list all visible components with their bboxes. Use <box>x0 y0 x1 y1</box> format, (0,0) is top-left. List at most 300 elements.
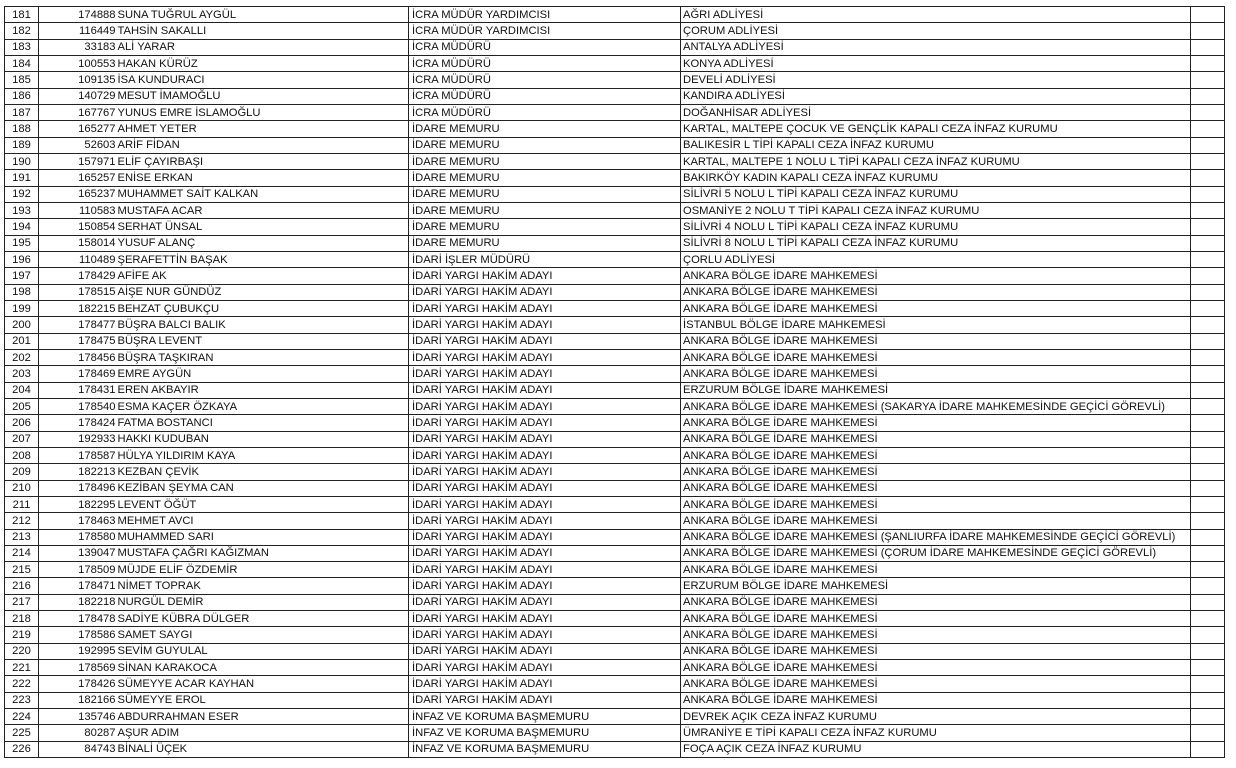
row-number-cell: 196 <box>5 251 39 267</box>
empty-cell <box>1191 317 1225 333</box>
table-row <box>5 55 1225 71</box>
registry-number-cell: 178456 <box>39 349 117 365</box>
table-row <box>5 382 1225 398</box>
assigned-institution-cell: ÜMRANİYE E TİPİ KAPALI CEZA İNFAZ KURUMU <box>681 725 1191 741</box>
person-name-cell: ALİ YARAR <box>117 39 409 55</box>
person-name-cell: HAKKI KUDUBAN <box>117 431 409 447</box>
job-title-cell: İDARİ YARGI HAKİM ADAYI <box>409 676 681 692</box>
registry-number-cell: 165277 <box>39 121 117 137</box>
person-name-cell: ŞERAFETTİN BAŞAK <box>117 251 409 267</box>
person-name-cell: ARİF FİDAN <box>117 137 409 153</box>
row-number-cell: 203 <box>5 366 39 382</box>
person-name-cell: BÜŞRA LEVENT <box>117 333 409 349</box>
job-title-cell: İDARİ YARGI HAKİM ADAYI <box>409 333 681 349</box>
row-number-cell: 199 <box>5 300 39 316</box>
empty-cell <box>1191 709 1225 725</box>
row-number-cell: 183 <box>5 39 39 55</box>
table-row <box>5 741 1225 757</box>
assigned-institution-cell: ANKARA BÖLGE İDARE MAHKEMESİ <box>681 464 1191 480</box>
job-title-cell: İDARE MEMURU <box>409 121 681 137</box>
empty-cell <box>1191 741 1225 757</box>
registry-number-cell: 182218 <box>39 594 117 610</box>
table-row <box>5 709 1225 725</box>
empty-cell <box>1191 627 1225 643</box>
table-row <box>5 545 1225 561</box>
registry-number-cell: 116449 <box>39 23 117 39</box>
assigned-institution-cell: ANKARA BÖLGE İDARE MAHKEMESİ (ŞANLIURFA İDARE MAHKEMESİNDE GEÇİCİ GÖREVLİ) <box>681 529 1191 545</box>
job-title-cell: İDARİ YARGI HAKİM ADAYI <box>409 660 681 676</box>
person-name-cell: AŞUR ADIM <box>117 725 409 741</box>
row-number-cell: 224 <box>5 709 39 725</box>
person-name-cell: MEHMET AVCI <box>117 513 409 529</box>
table-row <box>5 513 1225 529</box>
empty-cell <box>1191 72 1225 88</box>
person-name-cell: ABDURRAHMAN ESER <box>117 709 409 725</box>
assigned-institution-cell: ANKARA BÖLGE İDARE MAHKEMESİ <box>681 676 1191 692</box>
assigned-institution-cell: ANKARA BÖLGE İDARE MAHKEMESİ <box>681 431 1191 447</box>
registry-number-cell: 178587 <box>39 447 117 463</box>
job-title-cell: İDARE MEMURU <box>409 170 681 186</box>
table-row <box>5 660 1225 676</box>
job-title-cell: İCRA MÜDÜRÜ <box>409 55 681 71</box>
table-row <box>5 480 1225 496</box>
job-title-cell: İCRA MÜDÜRÜ <box>409 104 681 120</box>
assigned-institution-cell: KONYA ADLİYESİ <box>681 55 1191 71</box>
job-title-cell: İCRA MÜDÜR YARDIMCISI <box>409 7 681 23</box>
job-title-cell: İNFAZ VE KORUMA BAŞMEMURU <box>409 741 681 757</box>
person-name-cell: İSA KUNDURACI <box>117 72 409 88</box>
assigned-institution-cell: ANKARA BÖLGE İDARE MAHKEMESİ <box>681 611 1191 627</box>
empty-cell <box>1191 137 1225 153</box>
registry-number-cell: 178424 <box>39 415 117 431</box>
assigned-institution-cell: AĞRI ADLİYESİ <box>681 7 1191 23</box>
row-number-cell: 198 <box>5 284 39 300</box>
registry-number-cell: 178478 <box>39 611 117 627</box>
table-row <box>5 496 1225 512</box>
job-title-cell: İDARE MEMURU <box>409 153 681 169</box>
person-name-cell: AFİFE AK <box>117 268 409 284</box>
registry-number-cell: 84743 <box>39 741 117 757</box>
empty-cell <box>1191 170 1225 186</box>
registry-number-cell: 178580 <box>39 529 117 545</box>
job-title-cell: İCRA MÜDÜRÜ <box>409 39 681 55</box>
job-title-cell: İDARİ YARGI HAKİM ADAYI <box>409 284 681 300</box>
job-title-cell: İDARİ YARGI HAKİM ADAYI <box>409 627 681 643</box>
table-row <box>5 578 1225 594</box>
empty-cell <box>1191 545 1225 561</box>
empty-cell <box>1191 88 1225 104</box>
registry-number-cell: 178586 <box>39 627 117 643</box>
table-row <box>5 464 1225 480</box>
row-number-cell: 185 <box>5 72 39 88</box>
row-number-cell: 219 <box>5 627 39 643</box>
table-row <box>5 333 1225 349</box>
person-name-cell: AHMET YETER <box>117 121 409 137</box>
assigned-institution-cell: ANKARA BÖLGE İDARE MAHKEMESİ <box>681 643 1191 659</box>
table-row <box>5 202 1225 218</box>
assigned-institution-cell: ANKARA BÖLGE İDARE MAHKEMESİ <box>681 300 1191 316</box>
registry-number-cell: 178431 <box>39 382 117 398</box>
person-name-cell: YUNUS EMRE İSLAMOĞLU <box>117 104 409 120</box>
job-title-cell: İDARİ YARGI HAKİM ADAYI <box>409 513 681 529</box>
table-row <box>5 153 1225 169</box>
job-title-cell: İNFAZ VE KORUMA BAŞMEMURU <box>409 709 681 725</box>
personnel-table <box>4 6 1225 758</box>
assigned-institution-cell: ANKARA BÖLGE İDARE MAHKEMESİ <box>681 627 1191 643</box>
job-title-cell: İDARİ YARGI HAKİM ADAYI <box>409 431 681 447</box>
person-name-cell: YUSUF ALANÇ <box>117 235 409 251</box>
empty-cell <box>1191 268 1225 284</box>
job-title-cell: İDARİ YARGI HAKİM ADAYI <box>409 480 681 496</box>
person-name-cell: MUSTAFA ACAR <box>117 202 409 218</box>
person-name-cell: FATMA BOSTANCI <box>117 415 409 431</box>
empty-cell <box>1191 7 1225 23</box>
row-number-cell: 205 <box>5 398 39 414</box>
assigned-institution-cell: ANKARA BÖLGE İDARE MAHKEMESİ <box>681 692 1191 708</box>
empty-cell <box>1191 643 1225 659</box>
row-number-cell: 188 <box>5 121 39 137</box>
row-number-cell: 181 <box>5 7 39 23</box>
person-name-cell: MUHAMMED SARI <box>117 529 409 545</box>
empty-cell <box>1191 153 1225 169</box>
empty-cell <box>1191 660 1225 676</box>
person-name-cell: EMRE AYGÜN <box>117 366 409 382</box>
table-row <box>5 317 1225 333</box>
person-name-cell: ENİSE ERKAN <box>117 170 409 186</box>
registry-number-cell: 178429 <box>39 268 117 284</box>
job-title-cell: İDARİ YARGI HAKİM ADAYI <box>409 594 681 610</box>
assigned-institution-cell: SİLİVRİ 8 NOLU L TİPİ KAPALI CEZA İNFAZ KURUMU <box>681 235 1191 251</box>
person-name-cell: HÜLYA YILDIRIM KAYA <box>117 447 409 463</box>
empty-cell <box>1191 529 1225 545</box>
empty-cell <box>1191 349 1225 365</box>
registry-number-cell: 158014 <box>39 235 117 251</box>
job-title-cell: İDARE MEMURU <box>409 219 681 235</box>
assigned-institution-cell: ANKARA BÖLGE İDARE MAHKEMESİ <box>681 562 1191 578</box>
assigned-institution-cell: ANTALYA ADLİYESİ <box>681 39 1191 55</box>
job-title-cell: İDARE MEMURU <box>409 235 681 251</box>
table-row <box>5 398 1225 414</box>
row-number-cell: 222 <box>5 676 39 692</box>
table-row <box>5 219 1225 235</box>
empty-cell <box>1191 284 1225 300</box>
row-number-cell: 201 <box>5 333 39 349</box>
job-title-cell: İDARİ YARGI HAKİM ADAYI <box>409 366 681 382</box>
person-name-cell: BÜŞRA BALCI BALIK <box>117 317 409 333</box>
row-number-cell: 218 <box>5 611 39 627</box>
row-number-cell: 187 <box>5 104 39 120</box>
person-name-cell: ESMA KAÇER ÖZKAYA <box>117 398 409 414</box>
registry-number-cell: 178515 <box>39 284 117 300</box>
table-row <box>5 349 1225 365</box>
empty-cell <box>1191 23 1225 39</box>
person-name-cell: MUHAMMET SAİT KALKAN <box>117 186 409 202</box>
table-row <box>5 251 1225 267</box>
registry-number-cell: 110583 <box>39 202 117 218</box>
empty-cell <box>1191 251 1225 267</box>
empty-cell <box>1191 104 1225 120</box>
person-name-cell: SÜMEYYE EROL <box>117 692 409 708</box>
registry-number-cell: 33183 <box>39 39 117 55</box>
empty-cell <box>1191 300 1225 316</box>
row-number-cell: 192 <box>5 186 39 202</box>
assigned-institution-cell: ANKARA BÖLGE İDARE MAHKEMESİ <box>681 349 1191 365</box>
row-number-cell: 200 <box>5 317 39 333</box>
person-name-cell: SERHAT ÜNSAL <box>117 219 409 235</box>
job-title-cell: İDARİ YARGI HAKİM ADAYI <box>409 496 681 512</box>
person-name-cell: NURGÜL DEMİR <box>117 594 409 610</box>
registry-number-cell: 139047 <box>39 545 117 561</box>
assigned-institution-cell: ANKARA BÖLGE İDARE MAHKEMESİ <box>681 660 1191 676</box>
empty-cell <box>1191 692 1225 708</box>
job-title-cell: İDARİ YARGI HAKİM ADAYI <box>409 447 681 463</box>
assigned-institution-cell: SİLİVRİ 5 NOLU L TİPİ KAPALI CEZA İNFAZ KURUMU <box>681 186 1191 202</box>
row-number-cell: 217 <box>5 594 39 610</box>
row-number-cell: 190 <box>5 153 39 169</box>
registry-number-cell: 109135 <box>39 72 117 88</box>
row-number-cell: 184 <box>5 55 39 71</box>
assigned-institution-cell: ANKARA BÖLGE İDARE MAHKEMESİ <box>681 284 1191 300</box>
assigned-institution-cell: ANKARA BÖLGE İDARE MAHKEMESİ <box>681 496 1191 512</box>
assigned-institution-cell: OSMANİYE 2 NOLU T TİPİ KAPALI CEZA İNFAZ KURUMU <box>681 202 1191 218</box>
job-title-cell: İDARİ YARGI HAKİM ADAYI <box>409 300 681 316</box>
row-number-cell: 221 <box>5 660 39 676</box>
table-row <box>5 170 1225 186</box>
row-number-cell: 186 <box>5 88 39 104</box>
person-name-cell: KEZİBAN ŞEYMA CAN <box>117 480 409 496</box>
person-name-cell: MÜJDE ELİF ÖZDEMİR <box>117 562 409 578</box>
job-title-cell: İDARE MEMURU <box>409 202 681 218</box>
assigned-institution-cell: ERZURUM BÖLGE İDARE MAHKEMESİ <box>681 578 1191 594</box>
job-title-cell: İCRA MÜDÜRÜ <box>409 72 681 88</box>
table-row <box>5 186 1225 202</box>
assigned-institution-cell: ÇORLU ADLİYESİ <box>681 251 1191 267</box>
job-title-cell: İDARİ YARGI HAKİM ADAYI <box>409 398 681 414</box>
registry-number-cell: 165237 <box>39 186 117 202</box>
assigned-institution-cell: İSTANBUL BÖLGE İDARE MAHKEMESİ <box>681 317 1191 333</box>
empty-cell <box>1191 496 1225 512</box>
job-title-cell: İDARİ YARGI HAKİM ADAYI <box>409 692 681 708</box>
empty-cell <box>1191 513 1225 529</box>
registry-number-cell: 157971 <box>39 153 117 169</box>
job-title-cell: İDARİ İŞLER MÜDÜRÜ <box>409 251 681 267</box>
table-row <box>5 594 1225 610</box>
person-name-cell: BİNALİ ÜÇEK <box>117 741 409 757</box>
person-name-cell: MUSTAFA ÇAĞRI KAĞIZMAN <box>117 545 409 561</box>
registry-number-cell: 140729 <box>39 88 117 104</box>
assigned-institution-cell: DEVREK AÇIK CEZA İNFAZ KURUMU <box>681 709 1191 725</box>
empty-cell <box>1191 121 1225 137</box>
table-row <box>5 415 1225 431</box>
registry-number-cell: 182215 <box>39 300 117 316</box>
assigned-institution-cell: BAKIRKÖY KADIN KAPALI CEZA İNFAZ KURUMU <box>681 170 1191 186</box>
person-name-cell: SAMET SAYGI <box>117 627 409 643</box>
job-title-cell: İDARE MEMURU <box>409 137 681 153</box>
empty-cell <box>1191 431 1225 447</box>
person-name-cell: HAKAN KÜRÜZ <box>117 55 409 71</box>
registry-number-cell: 178496 <box>39 480 117 496</box>
person-name-cell: SADİYE KÜBRA DÜLGER <box>117 611 409 627</box>
row-number-cell: 210 <box>5 480 39 496</box>
row-number-cell: 211 <box>5 496 39 512</box>
empty-cell <box>1191 398 1225 414</box>
job-title-cell: İDARİ YARGI HAKİM ADAYI <box>409 643 681 659</box>
empty-cell <box>1191 186 1225 202</box>
table-row <box>5 643 1225 659</box>
registry-number-cell: 135746 <box>39 709 117 725</box>
registry-number-cell: 178426 <box>39 676 117 692</box>
table-row <box>5 121 1225 137</box>
row-number-cell: 223 <box>5 692 39 708</box>
empty-cell <box>1191 55 1225 71</box>
empty-cell <box>1191 382 1225 398</box>
row-number-cell: 206 <box>5 415 39 431</box>
person-name-cell: BÜŞRA TAŞKIRAN <box>117 349 409 365</box>
table-row <box>5 284 1225 300</box>
registry-number-cell: 150854 <box>39 219 117 235</box>
table-row <box>5 300 1225 316</box>
table-row <box>5 366 1225 382</box>
registry-number-cell: 192933 <box>39 431 117 447</box>
job-title-cell: İCRA MÜDÜRÜ <box>409 88 681 104</box>
person-name-cell: KEZBAN ÇEVİK <box>117 464 409 480</box>
table-row <box>5 39 1225 55</box>
person-name-cell: SİNAN KARAKOCA <box>117 660 409 676</box>
job-title-cell: İDARİ YARGI HAKİM ADAYI <box>409 268 681 284</box>
assigned-institution-cell: ANKARA BÖLGE İDARE MAHKEMESİ (SAKARYA İDARE MAHKEMESİNDE GEÇİCİ GÖREVLİ) <box>681 398 1191 414</box>
assigned-institution-cell: ANKARA BÖLGE İDARE MAHKEMESİ <box>681 594 1191 610</box>
registry-number-cell: 182213 <box>39 464 117 480</box>
empty-cell <box>1191 611 1225 627</box>
assigned-institution-cell: DEVELİ ADLİYESİ <box>681 72 1191 88</box>
row-number-cell: 212 <box>5 513 39 529</box>
registry-number-cell: 52603 <box>39 137 117 153</box>
registry-number-cell: 178540 <box>39 398 117 414</box>
assigned-institution-cell: ANKARA BÖLGE İDARE MAHKEMESİ <box>681 447 1191 463</box>
table-row <box>5 725 1225 741</box>
registry-number-cell: 178569 <box>39 660 117 676</box>
registry-number-cell: 182295 <box>39 496 117 512</box>
table-row <box>5 104 1225 120</box>
job-title-cell: İDARİ YARGI HAKİM ADAYI <box>409 382 681 398</box>
row-number-cell: 204 <box>5 382 39 398</box>
assigned-institution-cell: ANKARA BÖLGE İDARE MAHKEMESİ <box>681 513 1191 529</box>
assigned-institution-cell: KARTAL, MALTEPE ÇOCUK VE GENÇLİK KAPALI CEZA İNFAZ KURUMU <box>681 121 1191 137</box>
table-row <box>5 7 1225 23</box>
assigned-institution-cell: KARTAL, MALTEPE 1 NOLU L TİPİ KAPALI CEZA İNFAZ KURUMU <box>681 153 1191 169</box>
assigned-institution-cell: SİLİVRİ 4 NOLU L TİPİ KAPALI CEZA İNFAZ KURUMU <box>681 219 1191 235</box>
row-number-cell: 215 <box>5 562 39 578</box>
assigned-institution-cell: KANDIRA ADLİYESİ <box>681 88 1191 104</box>
row-number-cell: 220 <box>5 643 39 659</box>
row-number-cell: 207 <box>5 431 39 447</box>
registry-number-cell: 100553 <box>39 55 117 71</box>
person-name-cell: NİMET TOPRAK <box>117 578 409 594</box>
row-number-cell: 194 <box>5 219 39 235</box>
table-row <box>5 529 1225 545</box>
empty-cell <box>1191 219 1225 235</box>
person-name-cell: SEVİM GUYULAL <box>117 643 409 659</box>
registry-number-cell: 178509 <box>39 562 117 578</box>
row-number-cell: 213 <box>5 529 39 545</box>
row-number-cell: 197 <box>5 268 39 284</box>
assigned-institution-cell: ANKARA BÖLGE İDARE MAHKEMESİ <box>681 415 1191 431</box>
empty-cell <box>1191 235 1225 251</box>
assigned-institution-cell: ANKARA BÖLGE İDARE MAHKEMESİ <box>681 268 1191 284</box>
person-name-cell: LEVENT ÖĞÜT <box>117 496 409 512</box>
row-number-cell: 191 <box>5 170 39 186</box>
table-row <box>5 268 1225 284</box>
table-row <box>5 676 1225 692</box>
job-title-cell: İDARİ YARGI HAKİM ADAYI <box>409 529 681 545</box>
empty-cell <box>1191 578 1225 594</box>
row-number-cell: 208 <box>5 447 39 463</box>
table-row <box>5 562 1225 578</box>
assigned-institution-cell: ANKARA BÖLGE İDARE MAHKEMESİ <box>681 333 1191 349</box>
row-number-cell: 226 <box>5 741 39 757</box>
registry-number-cell: 167767 <box>39 104 117 120</box>
table-row <box>5 611 1225 627</box>
person-name-cell: BEHZAT ÇUBUKÇU <box>117 300 409 316</box>
empty-cell <box>1191 676 1225 692</box>
empty-cell <box>1191 562 1225 578</box>
row-number-cell: 189 <box>5 137 39 153</box>
empty-cell <box>1191 333 1225 349</box>
empty-cell <box>1191 594 1225 610</box>
person-name-cell: SUNA TUĞRUL AYGÜL <box>117 7 409 23</box>
table-row <box>5 431 1225 447</box>
job-title-cell: İDARİ YARGI HAKİM ADAYI <box>409 349 681 365</box>
table-row <box>5 627 1225 643</box>
person-name-cell: MESUT İMAMOĞLU <box>117 88 409 104</box>
job-title-cell: İDARİ YARGI HAKİM ADAYI <box>409 464 681 480</box>
row-number-cell: 182 <box>5 23 39 39</box>
job-title-cell: İDARİ YARGI HAKİM ADAYI <box>409 578 681 594</box>
registry-number-cell: 178463 <box>39 513 117 529</box>
person-name-cell: SÜMEYYE ACAR KAYHAN <box>117 676 409 692</box>
job-title-cell: İDARİ YARGI HAKİM ADAYI <box>409 611 681 627</box>
registry-number-cell: 174888 <box>39 7 117 23</box>
person-name-cell: TAHSİN SAKALLI <box>117 23 409 39</box>
table-row <box>5 72 1225 88</box>
table-row <box>5 447 1225 463</box>
table-row <box>5 235 1225 251</box>
assigned-institution-cell: ANKARA BÖLGE İDARE MAHKEMESİ <box>681 480 1191 496</box>
registry-number-cell: 165257 <box>39 170 117 186</box>
empty-cell <box>1191 725 1225 741</box>
empty-cell <box>1191 415 1225 431</box>
job-title-cell: İDARİ YARGI HAKİM ADAYI <box>409 562 681 578</box>
assigned-institution-cell: ANKARA BÖLGE İDARE MAHKEMESİ (ÇORUM İDARE MAHKEMESİNDE GEÇİCİ GÖREVLİ) <box>681 545 1191 561</box>
job-title-cell: İDARİ YARGI HAKİM ADAYI <box>409 545 681 561</box>
assigned-institution-cell: ÇORUM ADLİYESİ <box>681 23 1191 39</box>
table-row <box>5 137 1225 153</box>
row-number-cell: 202 <box>5 349 39 365</box>
row-number-cell: 225 <box>5 725 39 741</box>
registry-number-cell: 178471 <box>39 578 117 594</box>
job-title-cell: İDARİ YARGI HAKİM ADAYI <box>409 317 681 333</box>
row-number-cell: 216 <box>5 578 39 594</box>
empty-cell <box>1191 202 1225 218</box>
assigned-institution-cell: DOĞANHİSAR ADLİYESİ <box>681 104 1191 120</box>
assigned-institution-cell: ERZURUM BÖLGE İDARE MAHKEMESİ <box>681 382 1191 398</box>
row-number-cell: 209 <box>5 464 39 480</box>
row-number-cell: 193 <box>5 202 39 218</box>
person-name-cell: AİŞE NUR GÜNDÜZ <box>117 284 409 300</box>
empty-cell <box>1191 39 1225 55</box>
table-row <box>5 692 1225 708</box>
job-title-cell: İDARİ YARGI HAKİM ADAYI <box>409 415 681 431</box>
